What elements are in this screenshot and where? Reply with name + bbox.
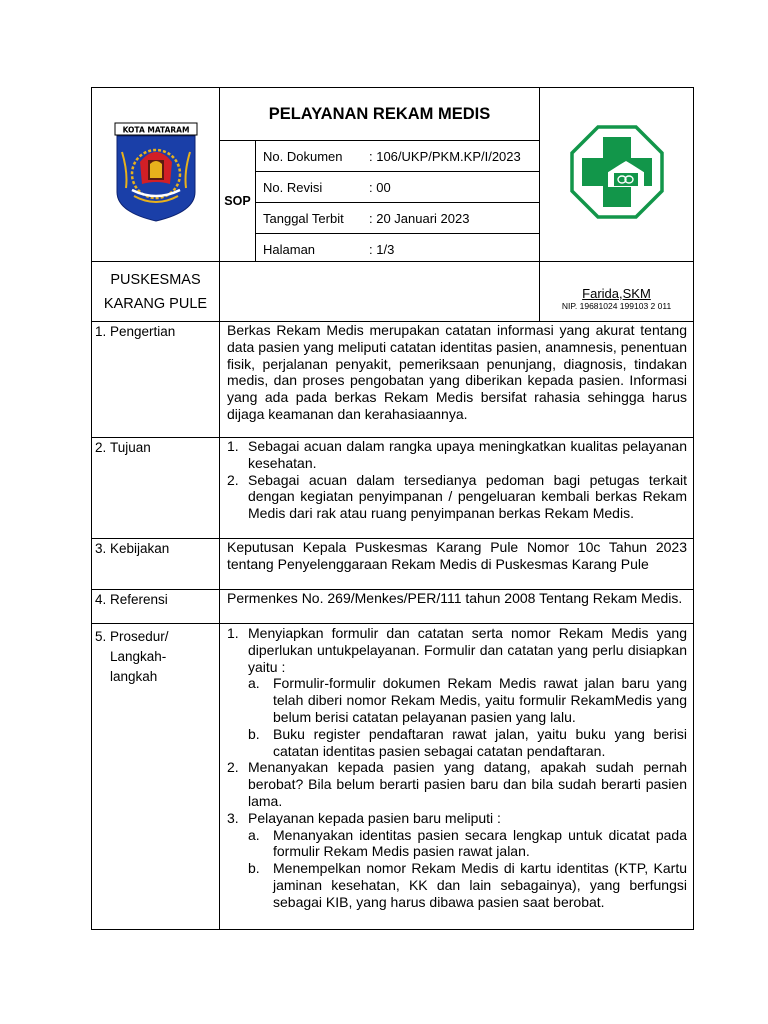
sub-list-text: Menempelkan nomor Rekam Medis di kartu identitas (KTP, Kartu jaminan kesehatan, KK dan lain sebagainya), yang berfungsi sebagai KIB, yang harus dibawa pasien saat berobat. <box>273 860 687 910</box>
section-content-tujuan <box>220 438 694 539</box>
sop-table <box>91 87 694 930</box>
info-row-halaman <box>256 234 539 264</box>
section-label-kebijakan <box>92 539 220 590</box>
sub-list-item <box>248 726 687 760</box>
sub-list-letter: a. <box>248 826 260 843</box>
section-label-pengertian <box>92 322 220 438</box>
sop-document <box>91 87 693 930</box>
signatory-nip: NIP. 19681024 199103 2 011 <box>561 301 672 311</box>
puskesmas-cross-logo-icon <box>570 125 664 219</box>
info-row-tanggal <box>256 203 539 234</box>
pengertian-text: Berkas Rekam Medis merupakan catatan informasi yang akurat tentang data pasien yang meliputi catatan identitas pasien, anamnesis, penentuan fisik, perjalanan penyakit, pemeriksaan penunjang, diagnosis, tindakan medis, dan proses pengobatan yang diberikan kepada pasien. Informasi yang ada pada berkas Rekam Medis bersifat rahasia sehingga harus dijaga keamanan dan kerahasiaannya. <box>227 322 687 422</box>
sub-list-text: Buku register pendaftaran rawat jalan, yaitu buku yang berisi catatan identitas pasien sebagai catatan pendaftaran. <box>273 725 687 759</box>
section-title-line: Prosedur/ <box>110 629 169 644</box>
info-label: Halaman <box>263 241 316 257</box>
section-label-prosedur <box>92 624 220 930</box>
list-text: Sebagai acuan dalam rangka upaya meningkatkan kualitas pelayanan kesehatan. <box>248 438 687 471</box>
section-title: Kebijakan <box>110 541 170 556</box>
signature-cell <box>540 262 694 322</box>
empty-cell <box>220 262 540 322</box>
section-title-line: Langkah- <box>110 649 167 664</box>
sop-label: SOP <box>220 141 256 261</box>
list-text: Menyiapkan formulir dan catatan serta nomor Rekam Medis yang diperlukan untukpelayanan. Formulir dan catatan yang perlu disiapkan yaitu : <box>248 625 687 675</box>
info-value: : 1/3 <box>369 241 395 257</box>
section-number: 1. <box>95 324 107 339</box>
section-label-referensi <box>92 590 220 624</box>
list-item <box>227 810 687 911</box>
organization-name <box>92 262 220 322</box>
info-row-dokumen <box>256 141 539 172</box>
list-text: Menanyakan kepada pasien yang datang, apakah sudah pernah berobat? Bila belum berarti pasien baru dan bila sudah berarti pasien lama. <box>248 759 687 809</box>
info-value: : 20 Januari 2023 <box>369 210 470 226</box>
section-title-line: langkah <box>110 669 158 684</box>
sub-list-item <box>248 860 687 910</box>
section-content-prosedur <box>220 624 694 930</box>
sub-list-letter: b. <box>248 860 260 877</box>
list-number: 1. <box>227 438 239 454</box>
list-number: 2. <box>227 759 239 776</box>
section-number: 2. <box>95 440 107 455</box>
section-number: 3. <box>95 541 107 556</box>
title-cell <box>220 88 540 262</box>
list-text: Pelayanan kepada pasien baru meliputi : <box>248 809 501 826</box>
section-number: 5. <box>95 629 107 644</box>
list-item <box>227 759 687 809</box>
info-value: : 00 <box>369 179 391 195</box>
document-info <box>220 141 539 261</box>
sub-list-item <box>248 675 687 725</box>
section-label-tujuan <box>92 438 220 539</box>
section-title: Pengertian <box>110 324 176 339</box>
list-item <box>227 625 687 759</box>
signatory-name: Farida,SKM <box>582 286 651 301</box>
section-content-kebijakan <box>220 539 694 590</box>
city-badge-text: KOTA MATARAM <box>122 125 189 135</box>
section-content-referensi <box>220 590 694 624</box>
sub-list-item <box>248 827 687 861</box>
list-number: 2. <box>227 471 239 488</box>
section-title: Referensi <box>110 592 168 607</box>
puskesmas-logo-cell <box>540 88 694 262</box>
kebijakan-text: Keputusan Kepala Puskesmas Karang Pule Nomor 10c Tahun 2023 tentang Penyelenggaraan Rekam Medis di Puskesmas Karang Pule <box>227 539 687 572</box>
section-content-pengertian <box>220 322 694 438</box>
list-number: 3. <box>227 809 239 826</box>
referensi-text: Permenkes No. 269/Menkes/PER/111 tahun 2008 Tentang Rekam Medis. <box>227 590 683 606</box>
document-title: PELAYANAN REKAM MEDIS <box>220 88 539 141</box>
section-title: Tujuan <box>110 440 151 455</box>
info-label: Tanggal Terbit <box>263 210 344 226</box>
section-number: 4. <box>95 592 107 607</box>
info-value: : 106/UKP/PKM.KP/I/2023 <box>369 148 521 164</box>
kota-mataram-emblem-icon <box>114 122 198 222</box>
info-row-revisi <box>256 172 539 203</box>
org-line-2: KARANG PULE <box>103 295 208 312</box>
sub-list-letter: b. <box>248 725 260 742</box>
sub-list-text: Formulir-formulir dokumen Rekam Medis rawat jalan baru yang telah diberi nomor Rekam Medis, yaitu formulir RekamMedis yang belum berisi catatan pelayanan pasien yang lalu. <box>273 675 687 725</box>
list-item <box>227 472 687 522</box>
info-label: No. Revisi <box>263 179 323 195</box>
city-logo-cell <box>92 88 220 262</box>
sub-list-letter: a. <box>248 675 260 692</box>
list-item <box>227 438 687 472</box>
list-number: 1. <box>227 625 239 641</box>
sub-list-text: Menanyakan identitas pasien secara lengkap untuk dicatat pada formulir Rekam Medis pasien rawat jalan. <box>273 826 687 860</box>
info-label: No. Dokumen <box>263 148 343 164</box>
org-line-1: PUSKESMAS <box>110 271 201 288</box>
list-text: Sebagai acuan dalam tersedianya pedoman bagi petugas terkait dengan kegiatan penyimpanan / pengeluaran kembali berkas Rekam Medis dari rak atau ruang penyimpanan berkas Rekam Medis. <box>248 471 687 522</box>
